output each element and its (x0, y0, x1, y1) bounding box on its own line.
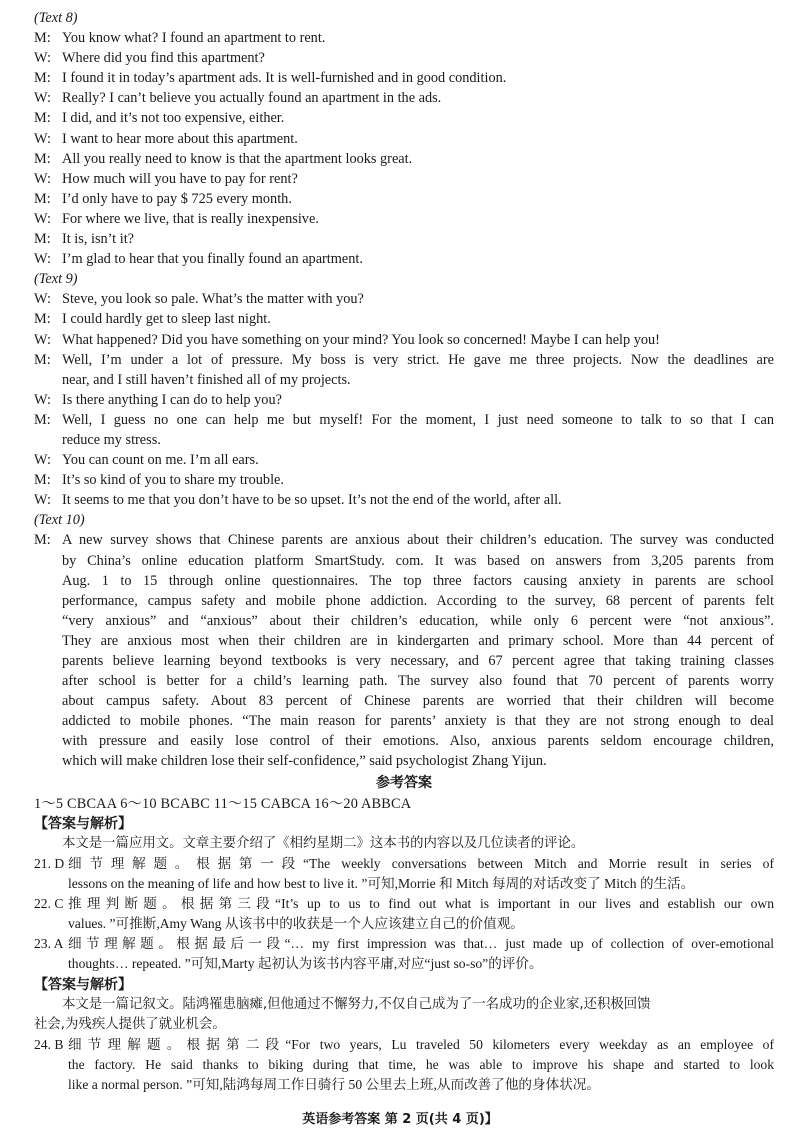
monologue-line: They are anxious most when their children are in kindergarten and primary school. More than 44 percent of (62, 632, 774, 649)
speaker-label: M: (34, 472, 51, 489)
explanation-text (68, 894, 774, 934)
utterance (62, 28, 774, 48)
speaker-label: W: (34, 50, 51, 67)
utterance (62, 189, 774, 209)
speaker-label: W: (34, 391, 51, 408)
monologue-line: about campus safety. About 83 percent of Chinese parents are worried that their children will become (62, 693, 774, 710)
speaker-label: W: (34, 452, 51, 469)
explanation-section-b (34, 975, 774, 1096)
answer-key: 1～5 CBCAA 6～10 BCABC 11～15 CABCA 16～20 ABBCA (34, 795, 412, 812)
dialogue-line (34, 68, 774, 88)
utterance (62, 289, 774, 309)
utterance-line: Where did you find this apartment? (62, 50, 265, 67)
dialogue-line (34, 309, 774, 329)
question-answer: 22. C (34, 896, 64, 912)
dialogue-line (34, 229, 774, 249)
speaker-label: M: (34, 110, 51, 127)
speaker-label: M: (34, 150, 51, 167)
dialogue-line (34, 189, 774, 209)
text-10-section (34, 510, 774, 771)
utterance-line: For where we live, that is really inexpensive. (62, 210, 319, 227)
dialogue-line (34, 169, 774, 189)
monologue-text (62, 530, 774, 771)
section-label-text-8: (Text 8) (34, 10, 78, 26)
utterance-line: How much will you have to pay for rent? (62, 170, 298, 187)
explanation-line: 细节理解题。根据最后一段“… my first impression was that… just made up of collection of over-emotional (68, 936, 774, 952)
speaker-label: M: (34, 70, 51, 87)
monologue-line: by China’s online education platform SmartStudy. com. It was based on answers from 3,205 parents from (62, 552, 774, 569)
monologue-line: “very anxious” and “anxious” about their children’s education, while only 6 percent were “not anxious”. (62, 612, 774, 629)
monologue-line: parents believe learning beyond textbooks is very necessary, and 67 percent agree that taking training classes (62, 653, 774, 669)
speaker-label: M: (34, 190, 51, 207)
utterance (62, 410, 774, 450)
utterance-line: I did, and it’s not too expensive, either. (62, 110, 285, 127)
question-answer: 23. A (34, 936, 64, 952)
utterance (62, 48, 774, 68)
dialogue-line (34, 88, 774, 108)
utterance (62, 350, 774, 390)
monologue-line: performance, campus safety and mobile phone addiction. According to the survey, 68 percent of parents felt (62, 592, 774, 609)
monologue-line: after school is better for a child’s learning path. The survey also found that 70 percent of parents worry (62, 673, 774, 690)
dialogue-line (34, 249, 774, 269)
explanation-item (34, 1035, 774, 1095)
utterance (62, 249, 774, 269)
explanation-item (34, 854, 774, 894)
utterance-line: Well, I’m under a lot of pressure. My boss is very strict. He gave me three projects. Now the deadlines are (62, 351, 774, 368)
dialogue-line (34, 470, 774, 490)
utterance-line: It’s so kind of you to share my trouble. (62, 472, 284, 489)
dialogue-line (34, 330, 774, 350)
utterance (62, 88, 774, 108)
speaker-label: W: (34, 331, 51, 348)
utterance-line: What happened? Did you have something on your mind? You look so concerned! Maybe I can help you! (62, 331, 660, 348)
utterance (62, 490, 774, 510)
explanation-text (68, 854, 774, 894)
speaker-label: M: (34, 30, 51, 47)
utterance (62, 309, 774, 329)
explanation-line: 细节理解题。根据第一段“The weekly conversations between Mitch and Morrie result in series of (68, 855, 774, 871)
speaker-label: M: (34, 411, 51, 428)
speaker-label: M: (34, 532, 51, 549)
dialogue-line (34, 149, 774, 169)
utterance-line: I could hardly get to sleep last night. (62, 311, 271, 328)
explanation-item (34, 894, 774, 934)
page-footer: 英语参考答案 第 2 页(共 4 页)】 (302, 1112, 498, 1127)
explanation-text (68, 1035, 774, 1095)
explanation-text (68, 934, 774, 974)
speaker-label: W: (34, 492, 51, 509)
dialogue-line (34, 350, 774, 390)
dialogue-line (34, 490, 774, 510)
monologue-line: with pressure and easily lose control of their emotions. Also, anxious parents seldom encourage children, (62, 733, 774, 750)
dialogue-line (34, 108, 774, 128)
dialogue-line (34, 129, 774, 149)
utterance-line: You can count on me. I’m all ears. (62, 452, 259, 469)
question-answer: 21. D (34, 855, 65, 871)
explanation-line: lessons on the meaning of life and how best to live it. ”可知,Morrie 和 Mitch 每周的对话改变了 Mitch 的生活。 (68, 876, 695, 892)
utterance (62, 330, 774, 350)
dialogue-line (34, 289, 774, 309)
speaker-label: M: (34, 311, 51, 328)
utterance (62, 68, 774, 88)
utterance (62, 450, 774, 470)
utterance-line: It is, isn’t it? (62, 231, 135, 248)
utterance (62, 108, 774, 128)
utterance-line: Is there anything I can do to help you? (62, 391, 282, 408)
passage-summary-line-1: 本文是一篇记叙文。陆鸿罹患脑瘫,但他通过不懈努力,不仅自己成为了一名成功的企业家,还积极回馈 (62, 996, 651, 1012)
utterance (62, 470, 774, 490)
speaker-label: W: (34, 291, 51, 308)
utterance (62, 209, 774, 229)
monologue-line: A new survey shows that Chinese parents are anxious about their children’s education. The survey was conducted (62, 532, 774, 549)
explanation-line: 推理判断题。根据第三段“It’s up to us to find out what is important in our lives and establish our own (68, 896, 774, 912)
dialogue-line (34, 450, 774, 470)
utterance-line: It seems to me that you don’t have to be so upset. It’s not the end of the world, after all. (62, 492, 562, 509)
utterance (62, 229, 774, 249)
speaker-label: W: (34, 210, 51, 227)
speaker-label: W: (34, 130, 51, 147)
utterance-line: All you really need to know is that the apartment looks great. (62, 150, 413, 167)
utterance (62, 149, 774, 169)
answer-title: 参考答案 (376, 774, 432, 791)
utterance-line: I’d only have to pay $ 725 every month. (62, 190, 292, 207)
passage-summary: 本文是一篇应用文。文章主要介绍了《相约星期二》这本书的内容以及几位读者的评论。 (62, 835, 585, 851)
monologue-line: Aug. 1 to 15 through online questionnaires. The top three factors causing anxiety in parents are school (62, 572, 774, 589)
utterance-line: I’m glad to hear that you finally found an apartment. (62, 251, 363, 268)
dialogue-line (34, 28, 774, 48)
section-heading: 【答案与解析】 (34, 976, 132, 993)
monologue-line: addicted to mobile phones. “The main reason for parents’ anxiety is that they are not strong enough to deal (62, 713, 774, 730)
explanation-section-a (34, 814, 774, 975)
section-label-text-9: (Text 9) (34, 271, 78, 288)
explanation-item (34, 934, 774, 974)
section-heading: 【答案与解析】 (34, 815, 132, 832)
speaker-label: W: (34, 90, 51, 107)
monologue (34, 530, 774, 771)
utterance-line: I want to hear more about this apartment. (62, 130, 298, 147)
utterance-line: near, and I still haven’t finished all of my projects. (62, 371, 351, 388)
explanation-line: the factory. He said thanks to biking during that time, he was able to improve his shape and started to look (68, 1056, 774, 1072)
utterance-line: You know what? I found an apartment to rent. (62, 30, 326, 47)
utterance-line: Steve, you look so pale. What’s the matter with you? (62, 291, 364, 308)
monologue-line: which will make children lose their self-confidence,” said psychologist Zhang Yijun. (62, 753, 547, 770)
utterance (62, 390, 774, 410)
utterance-line: Really? I can’t believe you actually found an apartment in the ads. (62, 90, 442, 107)
utterance-line: reduce my stress. (62, 431, 161, 448)
utterance-line: I found it in today’s apartment ads. It is well-furnished and in good condition. (62, 70, 507, 87)
dialogue-line (34, 48, 774, 68)
dialogue-line (34, 390, 774, 410)
text-8-section (34, 8, 774, 269)
text-9-section (34, 269, 774, 510)
explanation-line: values. ”可推断,Amy Wang 从该书中的收获是一个人应该建立自己的价值观。 (68, 916, 524, 932)
explanation-line: thoughts… repeated. ”可知,Marty 起初认为该书内容平庸,对应“just so-so”的评价。 (68, 956, 543, 972)
dialogue-line (34, 410, 774, 450)
speaker-label: W: (34, 170, 51, 187)
speaker-label: M: (34, 351, 51, 368)
utterance (62, 169, 774, 189)
question-answer: 24. B (34, 1036, 64, 1052)
passage-summary-line-2: 社会,为残疾人提供了就业机会。 (34, 1016, 226, 1032)
speaker-label: M: (34, 231, 51, 248)
utterance (62, 129, 774, 149)
explanation-line: 细节理解题。根据第二段“For two years, Lu traveled 50 kilometers every weekday as an employee of (68, 1036, 774, 1052)
speaker-label: W: (34, 251, 51, 268)
section-label-text-10: (Text 10) (34, 512, 85, 529)
dialogue-line (34, 209, 774, 229)
explanation-line: like a normal person. ”可知,陆鸿每周工作日骑行 50 公里去上班,从而改善了他的身体状况。 (68, 1076, 600, 1092)
utterance-line: Well, I guess no one can help me but myself! For the moment, I just need someone to talk to so that I can (62, 411, 774, 428)
